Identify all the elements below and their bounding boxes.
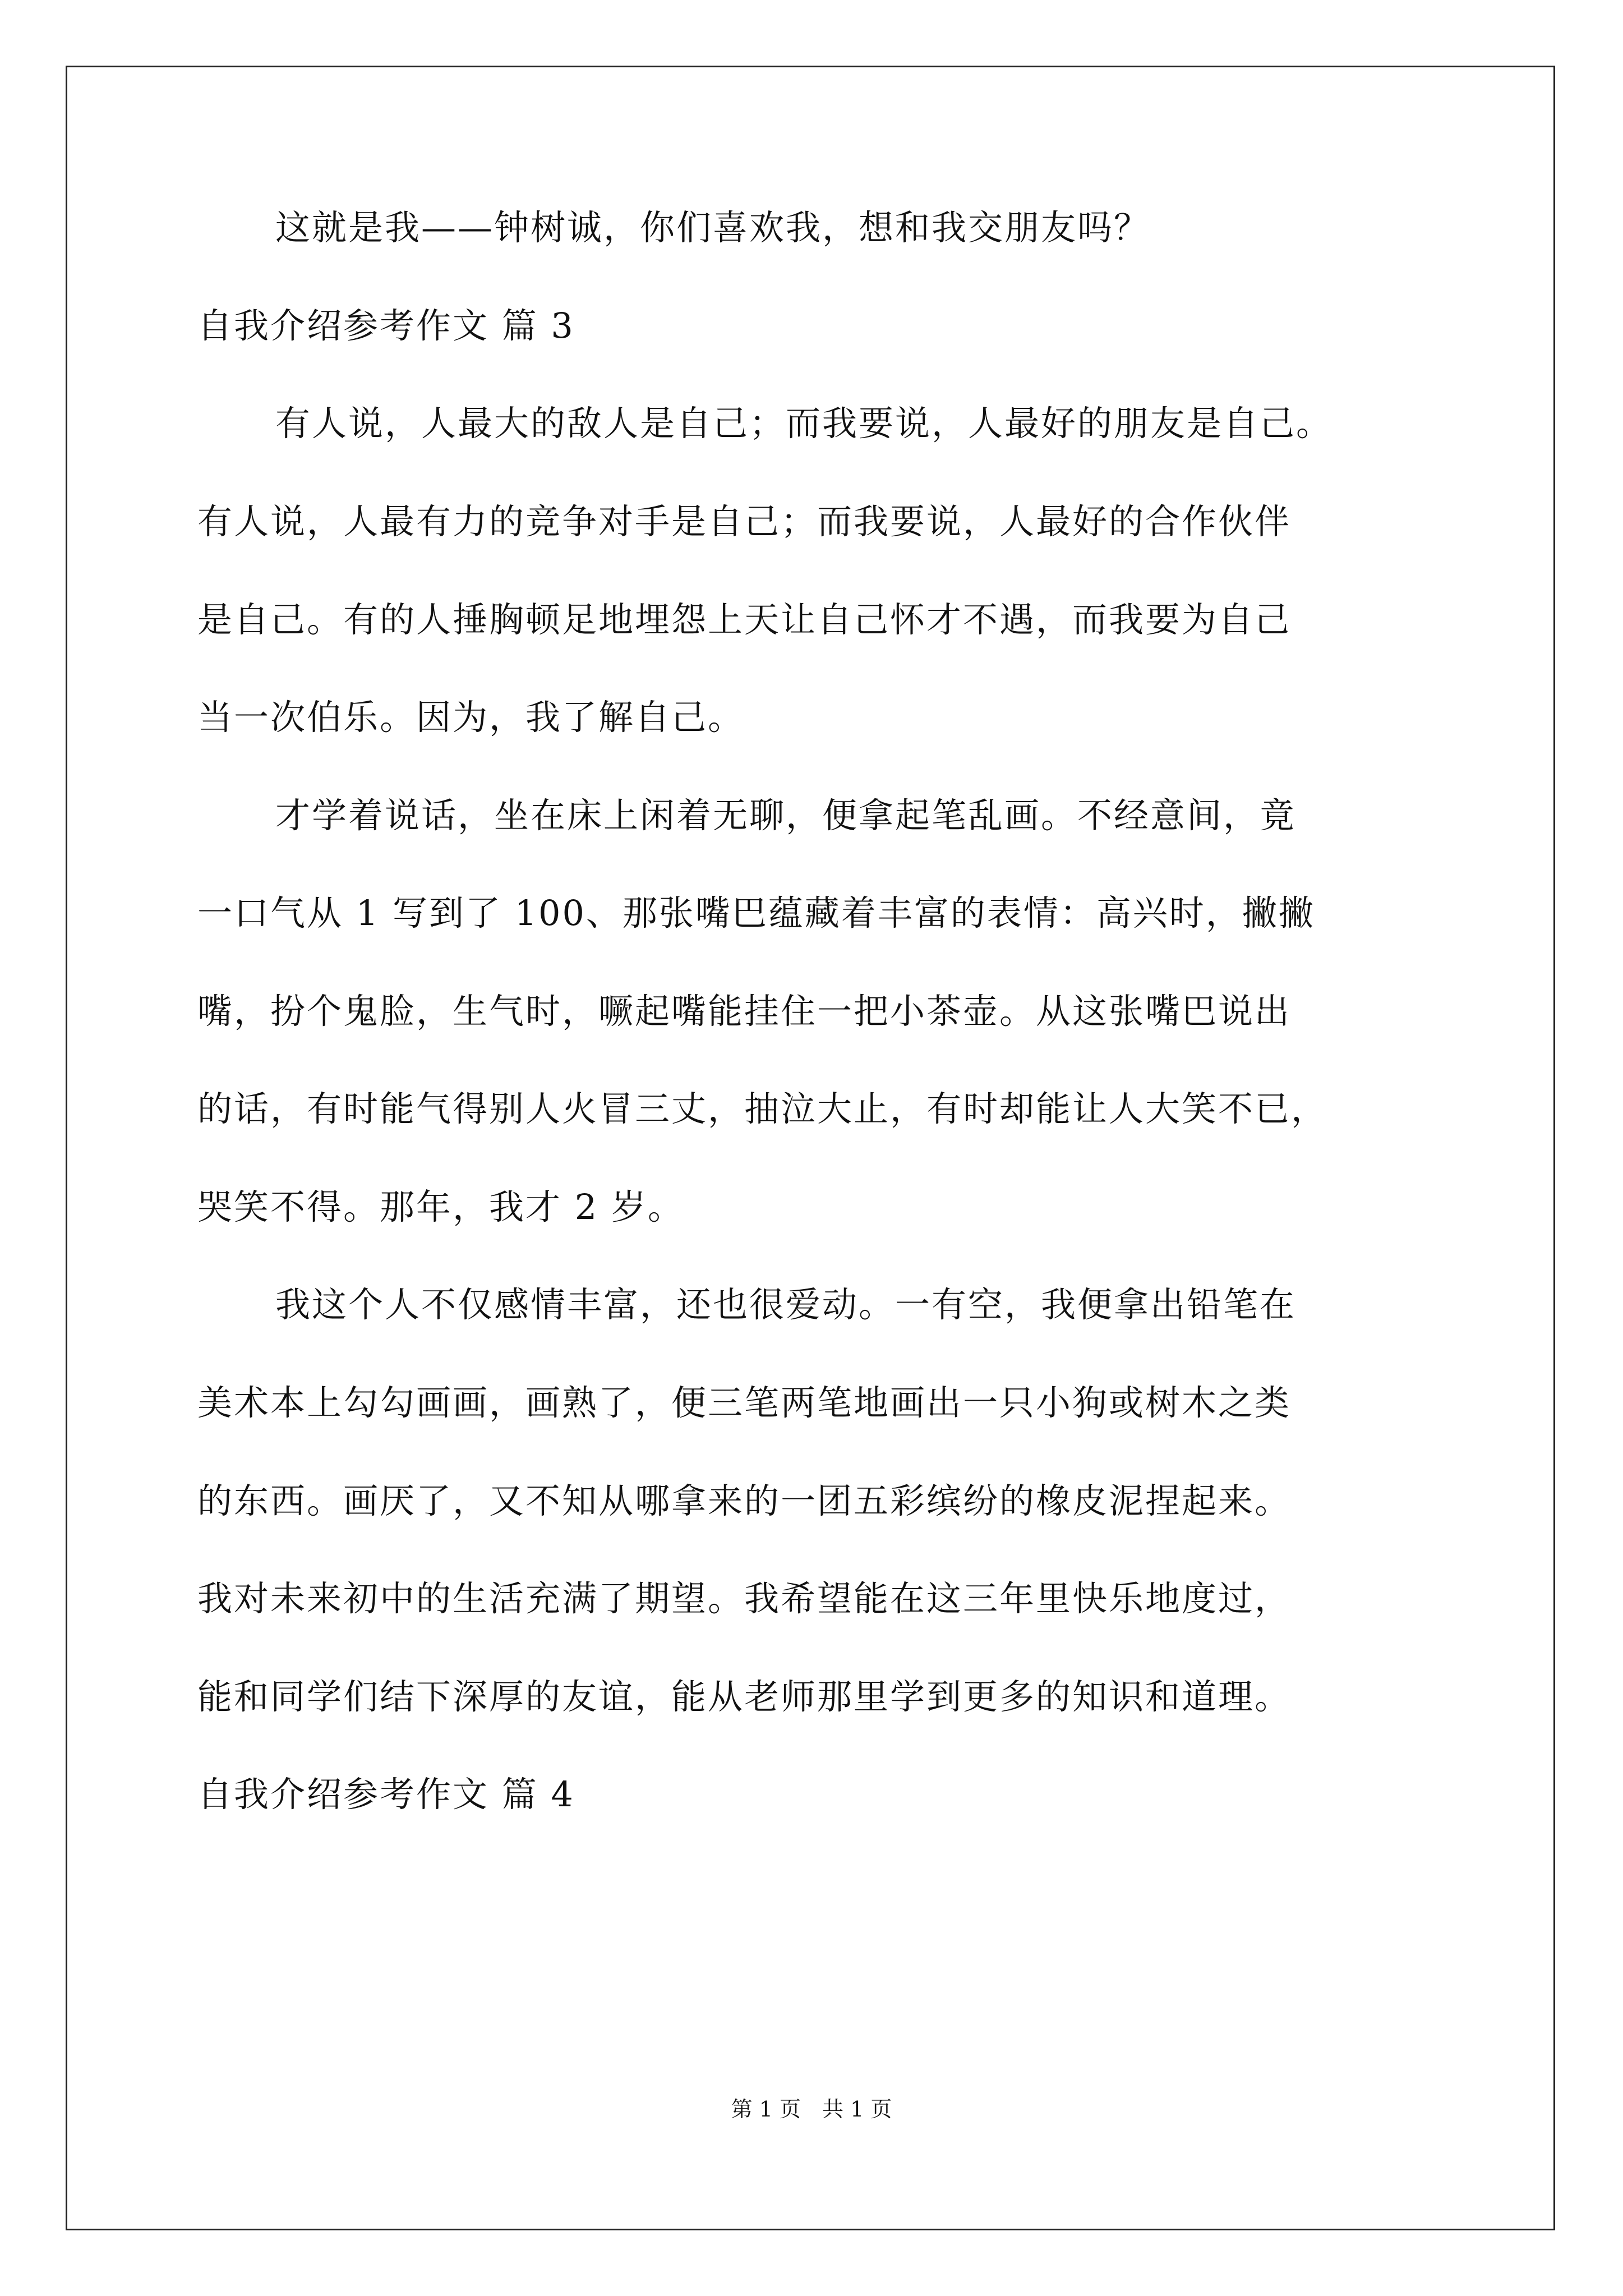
paragraph-line: 嘴，扮个鬼脸，生气时，噘起嘴能挂住一把小茶壶。从这张嘴巴说出 — [197, 991, 1292, 1032]
paragraph-line: 哭笑不得。那年，我才 2 岁。 — [197, 1186, 684, 1227]
paragraph-line: 我对未来初中的生活充满了期望。我希望能在这三年里快乐地度过， — [197, 1578, 1292, 1619]
paragraph-line: 有人说，人最大的敌人是自己；而我要说，人最好的朋友是自己。 — [275, 403, 1333, 444]
page-number-footer: 第 1 页 共 1 页 — [731, 2097, 892, 2122]
paragraph-line: 有人说，人最有力的竞争对手是自己；而我要说，人最好的合作伙伴 — [197, 501, 1292, 542]
paragraph-line: 是自己。有的人捶胸顿足地埋怨上天让自己怀才不遇，而我要为自己 — [197, 599, 1292, 640]
paragraph-line: 才学着说话，坐在床上闲着无聊，便拿起笔乱画。不经意间，竟 — [275, 795, 1297, 836]
paragraph-line: 能和同学们结下深厚的友谊，能从老师那里学到更多的知识和道理。 — [197, 1676, 1292, 1717]
paragraph-line: 的话，有时能气得别人火冒三丈，抽泣大止，有时却能让人大笑不已， — [197, 1088, 1328, 1129]
paragraph-line: 我这个人不仅感情丰富，还也很爱动。一有空，我便拿出铅笔在 — [275, 1284, 1297, 1325]
paragraph-line: 一口气从 1 写到了 100、那张嘴巴蕴藏着丰富的表情：高兴时，撇撇 — [197, 892, 1315, 933]
paragraph-line: 当一次伯乐。因为，我了解自己。 — [197, 697, 745, 738]
section-heading: 自我介绍参考作文 篇 4 — [197, 1774, 575, 1815]
page-border — [66, 66, 1555, 2230]
paragraph-line: 的东西。画厌了，又不知从哪拿来的一团五彩缤纷的橡皮泥捏起来。 — [197, 1480, 1292, 1521]
section-heading: 自我介绍参考作文 篇 3 — [197, 305, 575, 346]
paragraph-line: 这就是我——钟树诚，你们喜欢我，想和我交朋友吗？ — [275, 207, 1151, 248]
paragraph-line: 美术本上勾勾画画，画熟了，便三笔两笔地画出一只小狗或树木之类 — [197, 1382, 1292, 1423]
